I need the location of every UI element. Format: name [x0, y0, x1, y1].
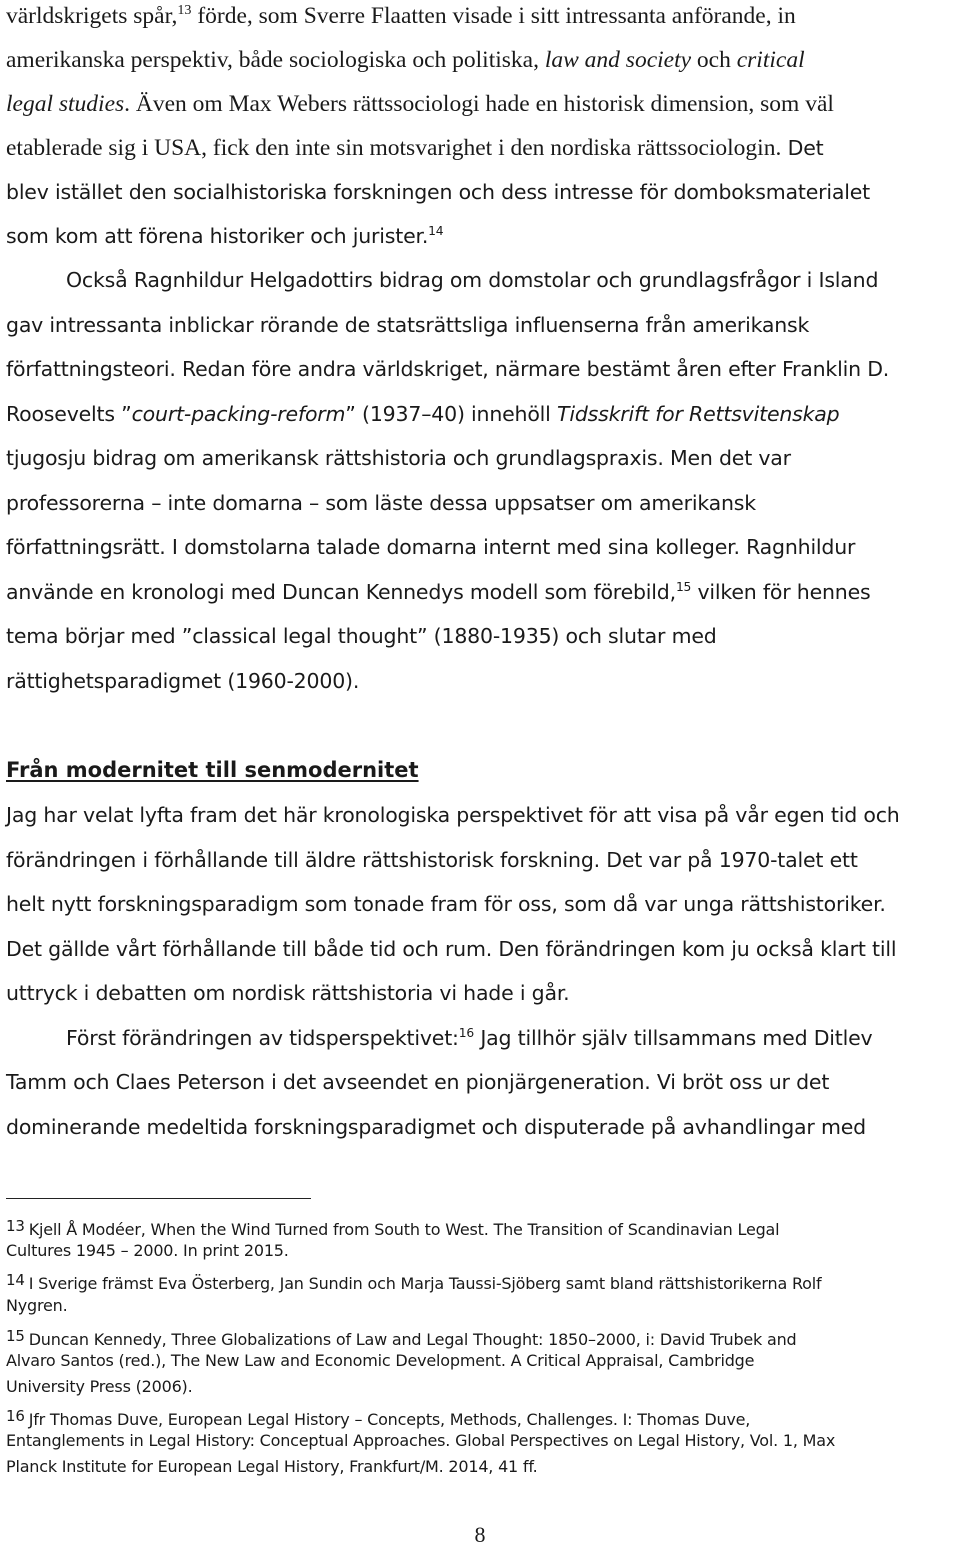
body-line: som kom att förena historiker och jurister.$^{14}$: [6, 224, 444, 248]
footnote-ref[interactable]: 14: [428, 224, 444, 239]
footnote-16-cont: Planck Institute for European Legal History, Frankfurt/M. 2014, 41 ff.: [6, 1457, 538, 1476]
footnote-14-cont: Nygren.: [6, 1296, 68, 1315]
footnote-16: 16 Jfr Thomas Duve, European Legal History – Concepts, Methods, Challenges. I: Thomas Duve,: [6, 1407, 751, 1429]
footnote-separator: [6, 1198, 311, 1199]
body-line: helt nytt forskningsparadigm som tonade fram för oss, som då var unga rättshistoriker.: [6, 892, 886, 916]
body-line: rättighetsparadigmet (1960-2000).: [6, 669, 360, 693]
body-line: professorerna – inte domarna – som läste dessa uppsatser om amerikansk: [6, 491, 756, 515]
body-line: Tamm och Claes Peterson i det avseendet en pionjärgeneration. Vi bröt oss ur det: [6, 1070, 830, 1094]
body-line: amerikanska perspektiv, både sociologiska och politiska, law and society och critical: [6, 47, 805, 73]
footnote-16-cont: Entanglements in Legal History: Conceptual Approaches. Global Perspectives on Legal History, Vol. 1, Max: [6, 1431, 836, 1450]
footnote-13-cont: Cultures 1945 – 2000. In print 2015.: [6, 1241, 289, 1260]
body-line: Också Ragnhildur Helgadottirs bidrag om domstolar och grundlagsfrågor i Island: [66, 268, 879, 292]
body-line: blev istället den socialhistoriska forskningen och dess intresse för domboksmaterialet: [6, 180, 870, 204]
page-number: 8: [474, 1522, 486, 1547]
section-heading: Från modernitet till senmodernitet: [6, 758, 419, 782]
body-line: uttryck i debatten om nordisk rättshistoria vi hade i går.: [6, 981, 570, 1005]
body-line: använde en kronologi med Duncan Kennedys modell som förebild,$^{15}$ vilken för hennes: [6, 580, 871, 604]
body-line: Det gällde vårt förhållande till både tid och rum. Den förändringen kom ju också klart till: [6, 937, 897, 961]
body-line: förändringen i förhållande till äldre rättshistorisk forskning. Det var på 1970-talet ett: [6, 848, 858, 872]
footnote-15: 15 Duncan Kennedy, Three Globalizations of Law and Legal Thought: 1850–2000, i: David Trubek and: [6, 1327, 797, 1349]
body-line: tjugosju bidrag om amerikansk rättshistoria och grundlagspraxis. Men det var: [6, 446, 791, 470]
body-line: Jag har velat lyfta fram det här kronologiska perspektivet för att visa på vår egen tid och: [6, 803, 900, 827]
body-line: tema börjar med ”classical legal thought” (1880-1935) och slutar med: [6, 624, 717, 648]
body-line: författningsrätt. I domstolarna talade domarna internt med sina kolleger. Ragnhildur: [6, 535, 856, 559]
body-line: Först förändringen av tidsperspektivet:$^{16}$ Jag tillhör själv tillsammans med Ditlev: [66, 1026, 873, 1050]
body-line: Roosevelts ”court-packing-reform” (1937–40) innehöll Tidsskrift for Rettsvitenskap: [6, 402, 840, 426]
body-line: etablerade sig i USA, fick den inte sin motsvarighet i den nordiska rättssociologin. Det: [6, 135, 824, 161]
body-line: gav intressanta inblickar rörande de statsrättsliga influenserna från amerikansk: [6, 313, 810, 337]
footnote-15-cont: Alvaro Santos (red.), The New Law and Economic Development. A Critical Appraisal, Cambridge: [6, 1351, 755, 1370]
footnote-15-cont: University Press (2006).: [6, 1377, 193, 1396]
footnote-ref[interactable]: 15: [675, 580, 692, 595]
body-line: dominerande medeltida forskningsparadigmet och disputerade på avhandlingar med: [6, 1115, 866, 1139]
footnote-14: 14 I Sverige främst Eva Österberg, Jan Sundin och Marja Taussi-Sjöberg samt bland rättshistorikerna Rolf: [6, 1271, 822, 1293]
footnote-13: 13 Kjell Å Modéer, When the Wind Turned from South to West. The Transition of Scandinavian Legal: [6, 1217, 780, 1239]
footnote-ref[interactable]: 16: [458, 1026, 475, 1041]
footnote-ref[interactable]: 13: [177, 1, 192, 18]
body-line: legal studies. Även om Max Webers rättssociologi hade en historisk dimension, som väl: [6, 91, 834, 117]
body-line: världskrigets spår,$^{13}$ förde, som Sverre Flaatten visade i sitt intressanta anförande, in: [6, 1, 796, 29]
body-line: författningsteori. Redan före andra världskriget, närmare bestämt åren efter Franklin D.: [6, 357, 890, 381]
